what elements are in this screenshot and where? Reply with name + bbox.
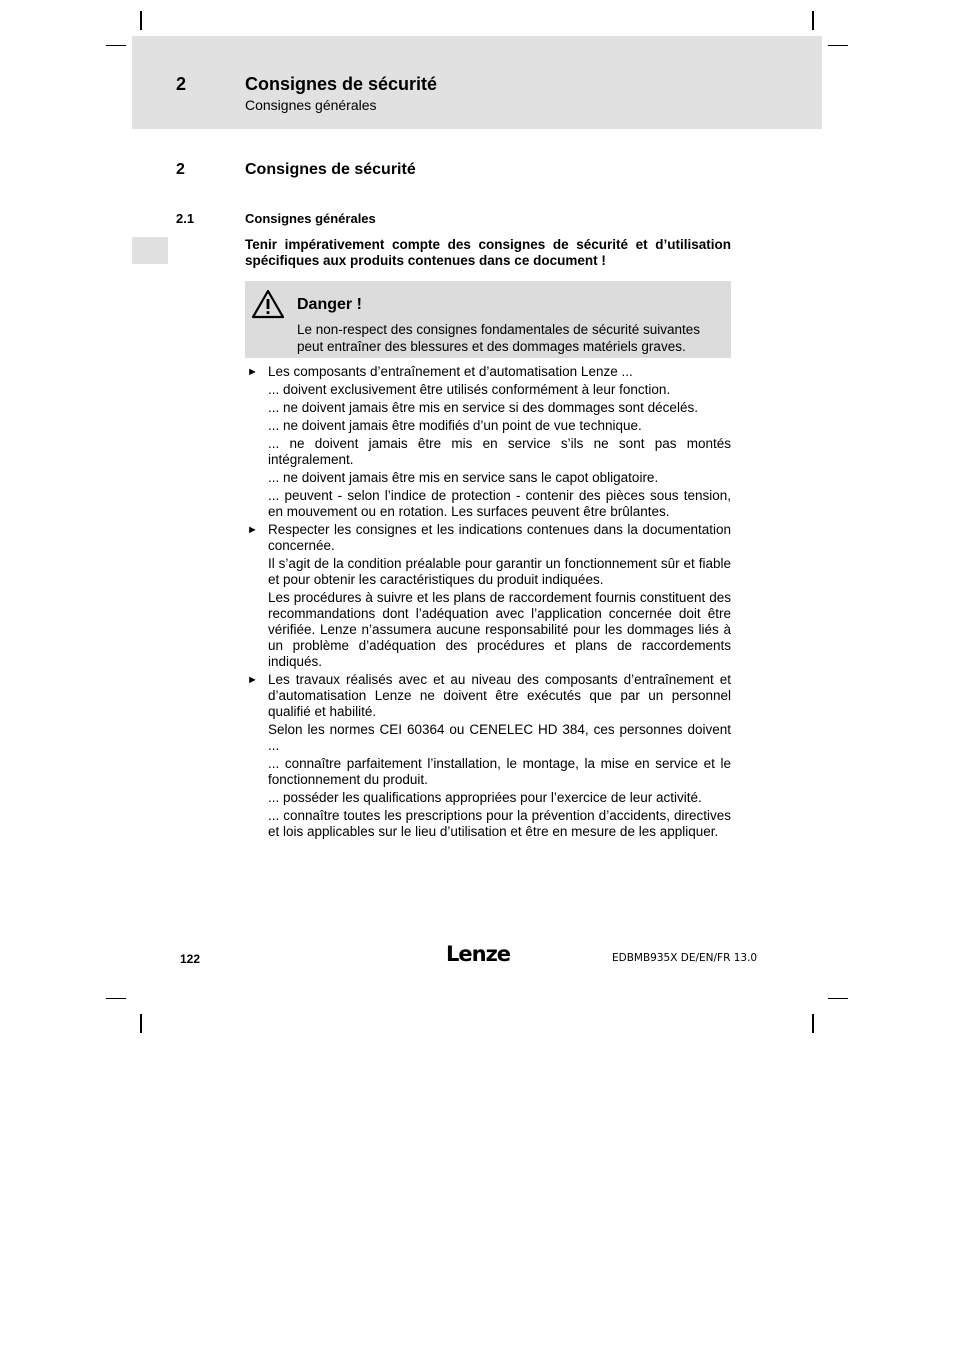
list-text: ... connaître toutes les prescriptions pour la prévention d’accidents, directives et lois applicables sur le lieu d’utilisation et être en mesure de les appliquer. [268, 808, 731, 839]
warning-triangle-icon [251, 289, 285, 319]
list-text: Les procédures à suivre et les plans de raccordement fournis constituent des recommandations dont l’adéquation avec l’application concernée doit être vérifiée. Lenze n’assumera aucune responsabilité pour les dommages liés à un problème d’adéquation des procédures et plans de raccordements indiqués. [268, 590, 731, 669]
side-tab-marker [132, 237, 168, 264]
danger-text: Le non-respect des consignes fondamentales de sécurité suivantes peut entraîner des blessures et des dommages matériels graves. [297, 322, 700, 354]
document-id: EDBMB935X DE/EN/FR 13.0 [612, 952, 758, 964]
chapter-number: 2 [176, 74, 187, 94]
section-number: 2 [176, 161, 185, 178]
page-number: 122 [180, 952, 201, 966]
bullet-arrow-icon: ► [247, 366, 258, 378]
intro-text: Tenir impérativement compte des consignes de sécurité et d’utilisation spécifiques aux produits contenues dans ce document ! [245, 237, 731, 268]
list-text: ... peuvent - selon l’indice de protection - contenir des pièces sous tension, en mouvement ou en rotation. Les surfaces peuvent être brûlantes. [268, 488, 731, 519]
chapter-title: Consignes de sécurité [245, 74, 438, 94]
list-text: Selon les normes CEI 60364 ou CENELEC HD 384, ces personnes doivent ... [268, 722, 731, 753]
list-text: ... posséder les qualifications appropriées pour l’exercice de leur activité. [268, 790, 702, 805]
list-text: ... ne doivent jamais être modifiés d’un point de vue technique. [268, 418, 642, 433]
section-title: Consignes de sécurité [245, 161, 416, 178]
crop-mark [106, 998, 126, 999]
bullet-arrow-icon: ► [247, 524, 258, 536]
header-band [132, 36, 822, 129]
list-text: Les composants d’entraînement et d’automatisation Lenze ... [268, 364, 633, 379]
list-text: ... ne doivent jamais être mis en service si des dommages sont décelés. [268, 400, 698, 415]
list-item [245, 672, 731, 840]
list-item [245, 522, 731, 670]
list-item [245, 364, 731, 520]
list-text: ... ne doivent jamais être mis en service sans le capot obligatoire. [268, 470, 659, 485]
crop-mark [828, 998, 848, 999]
crop-mark [106, 45, 126, 46]
crop-mark [140, 1014, 142, 1033]
danger-box [245, 281, 731, 358]
list-text: ... doivent exclusivement être utilisés conformément à leur fonction. [268, 382, 671, 397]
list-text: Il s’agit de la condition préalable pour garantir un fonctionnement sûr et fiable et pour obtenir les caractéristiques du produit indiquées. [268, 556, 731, 587]
section-subtitle: Consignes générales [245, 97, 377, 113]
list-text: Respecter les consignes et les indications contenues dans la documentation concernée. [268, 522, 731, 553]
lenze-logo: Lenze [446, 942, 511, 966]
crop-mark [812, 1014, 814, 1033]
subsection-title: Consignes générales [245, 211, 376, 226]
subsection-number: 2.1 [176, 211, 195, 226]
crop-mark [140, 11, 142, 30]
list-text: ... connaître parfaitement l’installation, le montage, la mise en service et le fonctionnement du produit. [268, 756, 731, 787]
danger-title: Danger ! [297, 296, 362, 313]
list-text: ... ne doivent jamais être mis en service s’ils ne sont pas montés intégralement. [268, 436, 731, 467]
list-text: Les travaux réalisés avec et au niveau des composants d’entraînement et d’automatisation Lenze ne doivent être exécutés que par un personnel qualifié et habilité. [268, 672, 731, 719]
crop-mark [828, 45, 848, 46]
crop-mark [812, 11, 814, 30]
bullet-arrow-icon: ► [247, 674, 258, 686]
safety-instructions-list [245, 364, 731, 842]
